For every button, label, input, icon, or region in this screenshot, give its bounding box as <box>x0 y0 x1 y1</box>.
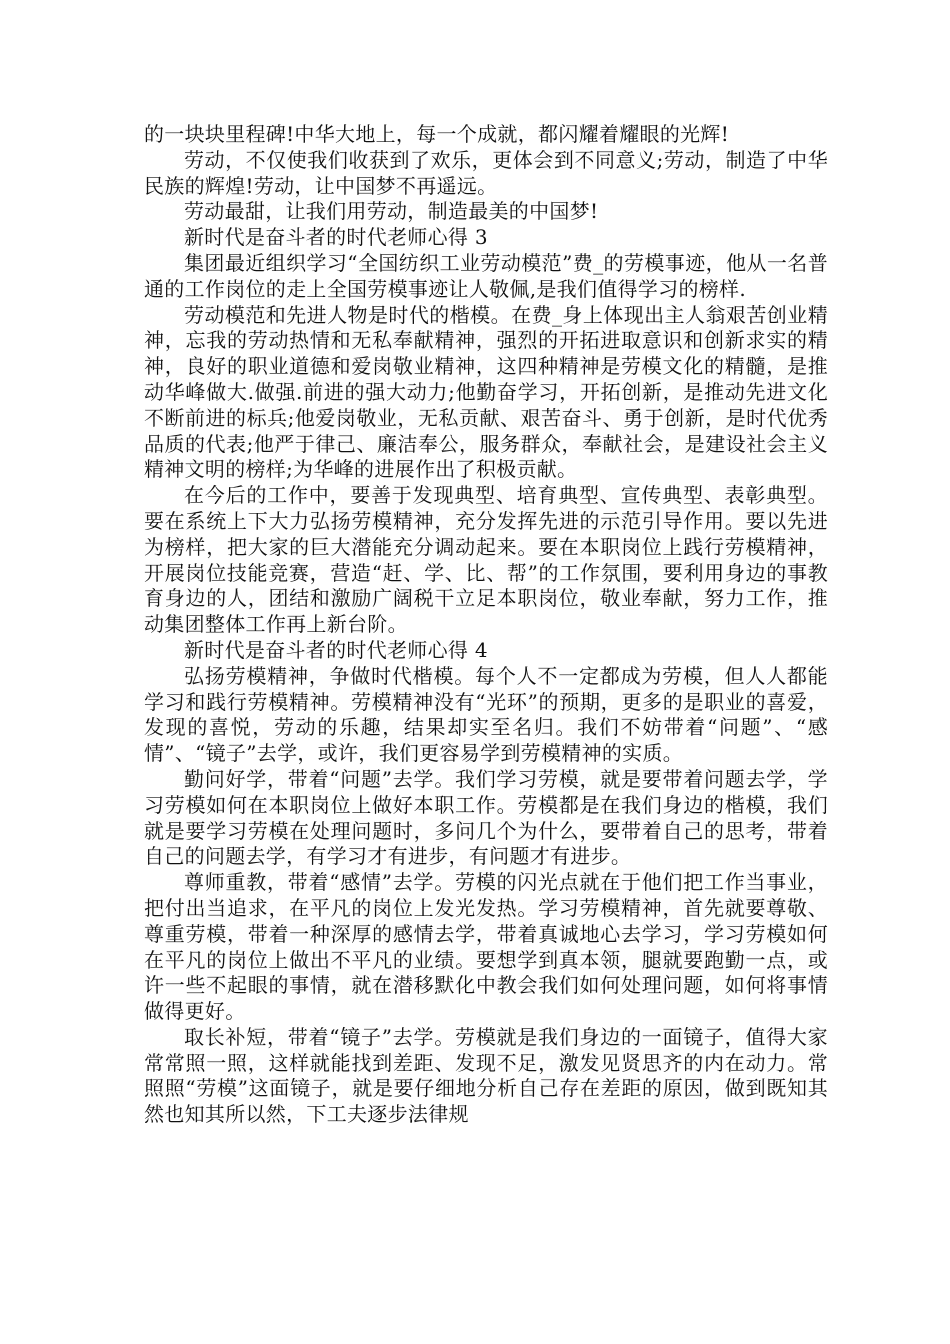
paragraph-3: 劳动最甜，让我们用劳动，制造最美的中国梦! <box>184 199 599 224</box>
paragraph-8: 勤问好学，带着“问题”去学。我们学习劳模，就是要带着问题去学，学习劳模如何在本职岗位上做好本职工作。劳模都是在我们身边的楷模，我们就是要学习劳模在处理问题时，多问几个为什么，要带着自己的思考，带着自己的问题去学，有学习才有进步，有问题才有进步。 <box>144 766 828 869</box>
document-page <box>144 122 828 1128</box>
paragraph-6: 在今后的工作中，要善于发现典型、培育典型、宣传典型、表彰典型。要在系统上下大力弘扬劳模精神，充分发挥先进的示范引导作用。要以先进为榜样，把大家的巨大潜能充分调动起来。要在本职岗位上践行劳模精神，开展岗位技能竞赛，营造“赶、学、比、帮”的工作氛围，要利用身边的事教育身边的人，团结和激励广阔税干立足本职岗位，敬业奉献，努力工作，推动集团整体工作再上新台阶。 <box>144 483 828 637</box>
paragraph-4: 集团最近组织学习“全国纺织工业劳动模范”费_的劳模事迹，他从一名普通的工作岗位的走上全国劳模事迹让人敬佩,是我们值得学习的榜样. <box>144 250 828 301</box>
paragraph-9: 尊师重教，带着“感情”去学。劳模的闪光点就在于他们把工作当事业，把付出当追求，在平凡的岗位上发光发热。学习劳模精神，首先就要尊敬、尊重劳模，带着一种深厚的感情去学，带着真诚地心去学习，学习劳模如何在平凡的岗位上做出不平凡的业绩。要想学到真本领，腿就要跑勤一点，或许一些不起眼的事情，就在潜移默化中教会我们如何处理问题，如何将事情做得更好。 <box>144 870 828 1024</box>
section-heading-3: 新时代是奋斗者的时代老师心得 3 <box>184 225 488 250</box>
paragraph-5: 劳动模范和先进人物是时代的楷模。在费_身上体现出主人翁艰苦创业精神，忘我的劳动热情和无私奉献精神，强烈的开拓进取意识和创新求实的精神，良好的职业道德和爱岗敬业精神，这四种精神是劳模文化的精髓，是推动华峰做大.做强.前进的强大动力;他勤奋学习，开拓创新，是推动先进文化不断前进的标兵;他爱岗敬业，无私贡献、艰苦奋斗、勇于创新，是时代优秀品质的代表;他严于律己、廉洁奉公，服务群众，奉献社会，是建设社会主义精神文明的榜样;为华峰的进展作出了积极贡献。 <box>144 302 828 482</box>
paragraph-1: 的一块块里程碑!中华大地上，每一个成就，都闪耀着耀眼的光辉! <box>144 122 730 146</box>
paragraph-10: 取长补短，带着“镜子”去学。劳模就是我们身边的一面镜子，值得大家常常照一照，这样就能找到差距、发现不足，激发见贤思齐的内在动力。常照照“劳模”这面镜子，就是要仔细地分析自己存在差距的原因，做到既知其然也知其所以然，下工夫逐步法律规 <box>144 1024 828 1127</box>
paragraph-7: 弘扬劳模精神，争做时代楷模。每个人不一定都成为劳模，但人人都能学习和践行劳模精神。劳模精神没有“光环”的预期，更多的是职业的喜爱，发现的喜悦，劳动的乐趣，结果却实至名归。我们不妨带着“问题”、“感情”、“镜子”去学，或许，我们更容易学到劳模精神的实质。 <box>144 663 828 766</box>
paragraph-2: 劳动，不仅使我们收获到了欢乐，更体会到不同意义;劳动，制造了中华民族的辉煌!劳动，让中国梦不再遥远。 <box>144 147 828 198</box>
section-heading-4: 新时代是奋斗者的时代老师心得 4 <box>184 637 488 662</box>
